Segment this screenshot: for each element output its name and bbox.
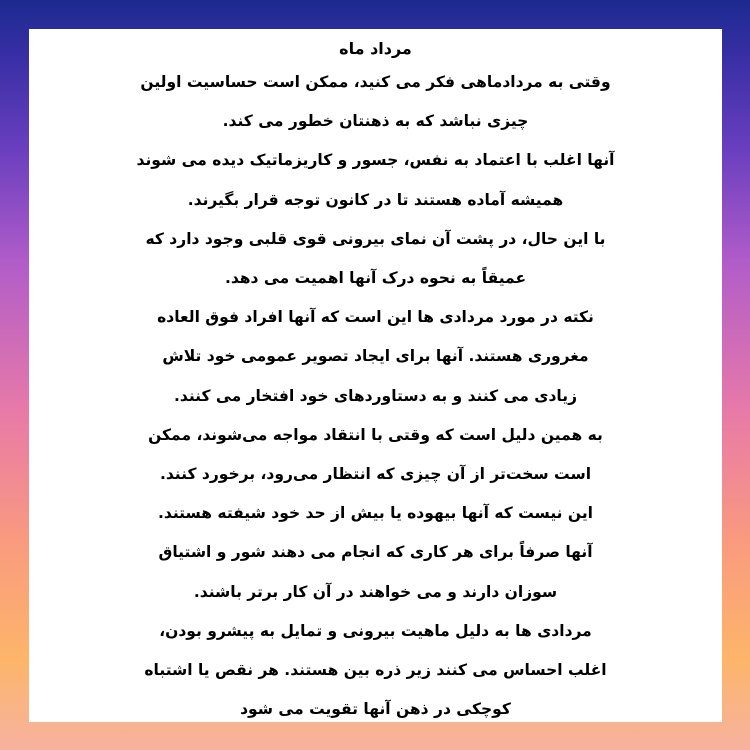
text-line: مغروری هستند. آنها برای ایجاد تصویر عمومی خود تلاش [162,347,589,366]
text-line: سوزان دارند و می خواهند در آن کار برتر باشند. [193,582,558,601]
page-title: مرداد ماه [339,39,412,58]
text-body [43,63,708,729]
text-line: زیادی می کنند و به دستاوردهای خود افتخار می کنند. [173,386,577,405]
text-line: اغلب احساس می کنند زیر ذره بین هستند. هر نقص یا اشتباه [144,661,607,680]
text-line: آنها اغلب با اعتماد به نفس، جسور و کاریزماتیک دیده می شوند [136,151,615,170]
text-line: این نیست که آنها بیهوده یا بیش از حد خود شیفته هستند. [158,504,593,523]
text-line: چیزی نباشد که به ذهنتان خطور می کند. [222,112,529,131]
text-line: با این حال، در پشت آن نمای بیرونی قوی قلبی وجود دارد که [145,229,606,248]
text-line: کوچکی در ذهن آنها تقویت می شود [240,700,511,719]
text-card [29,29,722,722]
text-line: وقتی به مردادماهی فکر می کنید، ممکن است حساسیت اولین [140,73,611,91]
text-line: عمیقاً به نحوه درک آنها اهمیت می دهد. [224,269,527,288]
text-line: مردادی ها به دلیل ماهیت بیرونی و تمایل به پیشرو بودن، [159,621,592,640]
text-line: همیشه آماده هستند تا در کانون توجه قرار بگیرند. [187,190,564,209]
text-line: است سخت‌تر از آن چیزی که انتظار می‌رود، برخورد کنند. [159,465,592,484]
text-line: آنها صرفاً برای هر کاری که انجام می دهند شور و اشتیاق [158,543,593,562]
text-line: به همین دلیل است که وقتی با انتقاد مواجه می‌شوند، ممکن [148,425,603,444]
text-line: نکته در مورد مردادی ها این است که آنها افراد فوق العاده [157,308,594,327]
